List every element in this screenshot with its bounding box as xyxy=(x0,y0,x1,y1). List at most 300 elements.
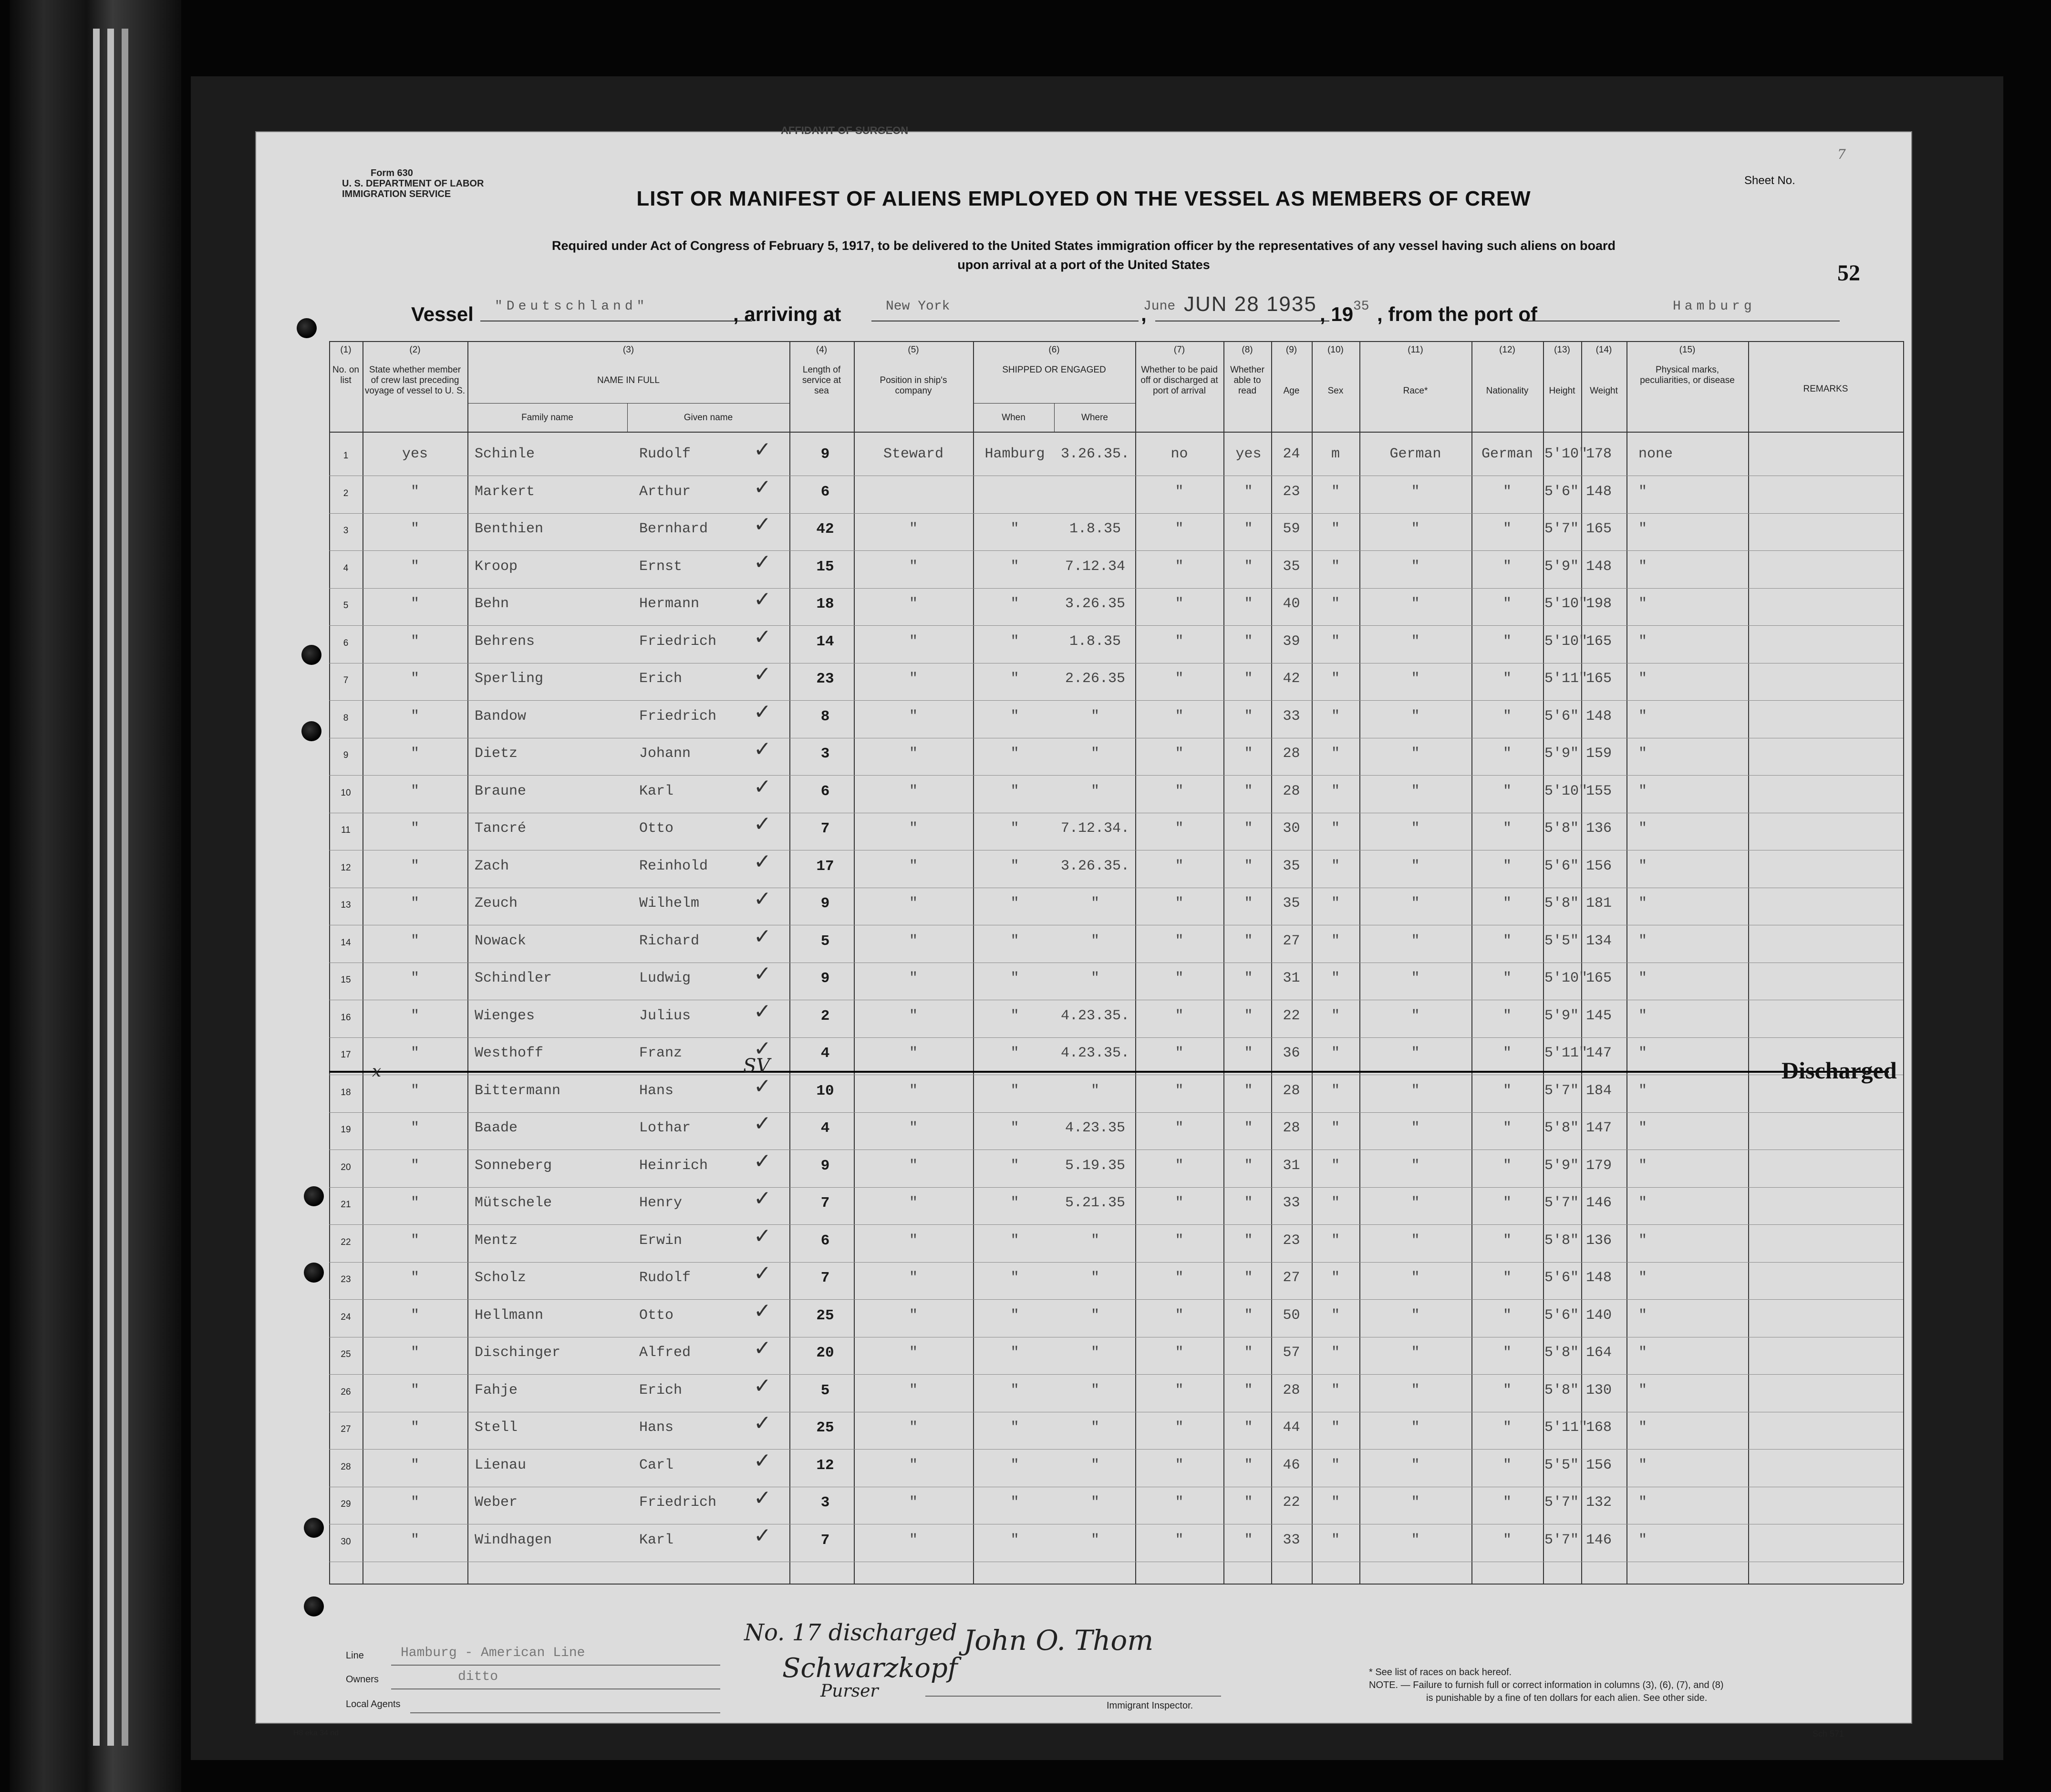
cell-when: 4.23.35. xyxy=(1060,1007,1130,1024)
cell-weight: 147 xyxy=(1586,1045,1612,1061)
cell-read: " xyxy=(1244,1382,1253,1398)
cell-paid: " xyxy=(1175,558,1184,575)
cell-read: " xyxy=(1244,671,1253,687)
cell-nationality: " xyxy=(1502,1007,1512,1024)
row-number: 5 xyxy=(343,601,349,611)
cell-sex: " xyxy=(1331,521,1340,537)
cell-race: " xyxy=(1411,858,1420,874)
cell-nationality: " xyxy=(1502,633,1512,650)
row-number: 15 xyxy=(341,975,351,985)
cell-nationality: " xyxy=(1502,1345,1512,1361)
row-rule xyxy=(329,588,1903,589)
col14-label: Weight xyxy=(1590,386,1618,396)
cell-family: Mentz xyxy=(475,1232,518,1249)
col15-label: Physical marks, peculiarities, or disease xyxy=(1640,365,1735,385)
row-number: 29 xyxy=(341,1499,351,1509)
cell-where: " xyxy=(1010,1082,1019,1099)
cell-nationality: " xyxy=(1502,1195,1512,1211)
cell-when: 1.8.35 xyxy=(1069,521,1121,537)
cell-marks: " xyxy=(1638,970,1647,986)
cell-when: " xyxy=(1090,708,1099,725)
cell-paid: " xyxy=(1175,1345,1184,1361)
cell-position: " xyxy=(909,1007,918,1024)
cell-paid: " xyxy=(1175,970,1184,986)
cell-paid: " xyxy=(1175,671,1184,687)
cell-given: Rudolf xyxy=(639,446,691,462)
arriving-label: , arriving at xyxy=(733,303,841,325)
col3-label: NAME IN FULL xyxy=(597,375,660,385)
cell-marks: " xyxy=(1638,746,1647,762)
page-title-wrap xyxy=(256,187,1911,211)
cell-nationality: " xyxy=(1502,1532,1512,1548)
cell-position: " xyxy=(909,1457,918,1473)
service-name: IMMIGRATION SERVICE xyxy=(342,189,451,199)
cell-height: 5'10" xyxy=(1544,446,1588,462)
col15-header xyxy=(1626,345,1748,386)
cell-position: " xyxy=(909,970,918,986)
cell-given: Johann xyxy=(639,746,691,762)
date-typed: June xyxy=(1143,299,1176,314)
cell-marks: " xyxy=(1638,1419,1647,1436)
cell-service: 12 xyxy=(816,1457,834,1474)
cell-weight: 155 xyxy=(1586,783,1612,799)
cell-prev: " xyxy=(410,1157,419,1174)
cell-paid: " xyxy=(1175,708,1184,725)
year-prefix: , 19 xyxy=(1320,303,1354,325)
col6-number: (6) xyxy=(1048,345,1060,355)
cell-marks: " xyxy=(1638,1345,1647,1361)
cell-weight: 147 xyxy=(1586,1120,1612,1136)
cell-where: " xyxy=(1010,521,1019,537)
cell-when: 7.12.34. xyxy=(1060,820,1130,837)
cell-marks: " xyxy=(1638,895,1647,912)
cell-race: " xyxy=(1411,1457,1420,1473)
cell-race: " xyxy=(1411,1270,1420,1286)
cell-family: Baade xyxy=(475,1120,518,1136)
cell-family: Stell xyxy=(475,1419,518,1436)
family-name-header: Family name xyxy=(521,413,573,423)
row17-initials: SV xyxy=(743,1055,770,1077)
cell-marks: " xyxy=(1638,1232,1647,1249)
row17-x-mark: x xyxy=(372,1062,382,1081)
cell-paid: " xyxy=(1175,1195,1184,1211)
cell-race: " xyxy=(1411,1419,1420,1436)
col12-number: (12) xyxy=(1499,345,1515,355)
cell-weight: 165 xyxy=(1586,970,1612,986)
cell-weight: 164 xyxy=(1586,1345,1612,1361)
check-mark-icon: ✓ xyxy=(754,1074,771,1098)
check-mark-icon: ✓ xyxy=(754,962,771,986)
col13-label: Height xyxy=(1549,386,1575,396)
cell-given: Karl xyxy=(639,783,674,799)
cell-when: 3.26.35 xyxy=(1065,596,1126,612)
cell-service: 8 xyxy=(820,708,830,725)
check-mark-icon: ✓ xyxy=(754,1486,771,1510)
cell-given: Alfred xyxy=(639,1345,691,1361)
cell-read: " xyxy=(1244,1082,1253,1099)
col10-label: Sex xyxy=(1327,386,1344,396)
cell-family: Mütschele xyxy=(475,1195,552,1211)
cell-age: 23 xyxy=(1283,1232,1300,1249)
cell-given: Ernst xyxy=(639,558,683,575)
cell-read: " xyxy=(1244,1345,1253,1361)
cell-age: 46 xyxy=(1283,1457,1300,1473)
cell-given: Lothar xyxy=(639,1120,691,1136)
cell-given: Friedrich xyxy=(639,633,717,650)
col11-number: (11) xyxy=(1408,345,1423,355)
cell-read: " xyxy=(1244,633,1253,650)
cell-read: " xyxy=(1244,1494,1253,1511)
cell-race: " xyxy=(1411,746,1420,762)
cell-service: 7 xyxy=(820,820,830,837)
check-mark-icon: ✓ xyxy=(754,774,771,799)
col12-header xyxy=(1471,345,1543,396)
row-rule xyxy=(329,1299,1903,1300)
cell-height: 5'8" xyxy=(1544,895,1579,912)
cell-marks: " xyxy=(1638,1157,1647,1174)
cell-age: 59 xyxy=(1283,521,1300,537)
cell-service: 6 xyxy=(820,783,830,800)
from-label: , from the port of xyxy=(1377,303,1537,325)
cell-read: " xyxy=(1244,820,1253,837)
cell-height: 5'10" xyxy=(1544,970,1588,986)
cell-sex: m xyxy=(1331,446,1340,462)
cell-race: " xyxy=(1411,1382,1420,1398)
cell-height: 5'8" xyxy=(1544,1120,1579,1136)
cell-sex: " xyxy=(1331,783,1340,799)
cell-position: " xyxy=(909,1419,918,1436)
cell-paid: " xyxy=(1175,895,1184,912)
cell-marks: " xyxy=(1638,1494,1647,1511)
cell-nationality: " xyxy=(1502,1082,1512,1099)
cell-nationality: " xyxy=(1502,746,1512,762)
cell-sex: " xyxy=(1331,671,1340,687)
cell-age: 50 xyxy=(1283,1307,1300,1324)
cell-age: 30 xyxy=(1283,820,1300,837)
cell-nationality: " xyxy=(1502,1045,1512,1061)
cell-age: 27 xyxy=(1283,1270,1300,1286)
cell-prev: " xyxy=(410,1007,419,1024)
cell-weight: 184 xyxy=(1586,1082,1612,1099)
cell-height: 5'5" xyxy=(1544,1457,1579,1473)
cell-sex: " xyxy=(1331,746,1340,762)
line-underline xyxy=(391,1665,720,1666)
cell-height: 5'5" xyxy=(1544,932,1579,949)
cell-height: 5'6" xyxy=(1544,1307,1579,1324)
col5-header xyxy=(854,345,973,396)
cell-weight: 148 xyxy=(1586,1270,1612,1286)
cell-marks: " xyxy=(1638,1270,1647,1286)
cell-marks: " xyxy=(1638,558,1647,575)
cell-age: 22 xyxy=(1283,1007,1300,1024)
cell-weight: 132 xyxy=(1586,1494,1612,1511)
cell-given: Julius xyxy=(639,1007,691,1024)
cell-when: " xyxy=(1090,1457,1099,1473)
department-name: U. S. DEPARTMENT OF LABOR xyxy=(342,178,484,189)
cell-marks: " xyxy=(1638,1307,1647,1324)
row-number: 23 xyxy=(341,1274,351,1284)
signature-inspector: John O. Thom xyxy=(963,1624,1154,1657)
cell-prev: " xyxy=(410,1307,419,1324)
cell-when: " xyxy=(1090,1232,1099,1249)
cell-race: " xyxy=(1411,1195,1420,1211)
cell-marks: " xyxy=(1638,671,1647,687)
cell-prev: " xyxy=(410,970,419,986)
top-edge-text: AFFIDAVIT OF SURGEON xyxy=(781,124,909,136)
cell-sex: " xyxy=(1331,970,1340,986)
cell-when: 2.26.35 xyxy=(1065,671,1126,687)
cell-sex: " xyxy=(1331,596,1340,612)
cell-position: " xyxy=(909,1232,918,1249)
cell-service: 9 xyxy=(820,1157,830,1174)
cell-weight: 156 xyxy=(1586,858,1612,874)
cell-given: Friedrich xyxy=(639,708,717,725)
cell-prev: " xyxy=(410,1457,419,1473)
line-label: Line xyxy=(346,1650,364,1661)
cell-race: " xyxy=(1411,1120,1420,1136)
cell-given: Heinrich xyxy=(639,1157,708,1174)
cell-paid: " xyxy=(1175,1532,1184,1548)
cell-paid: " xyxy=(1175,483,1184,500)
cell-read: " xyxy=(1244,558,1253,575)
cell-given: Rudolf xyxy=(639,1270,691,1286)
table-top-rule xyxy=(329,341,1903,342)
cell-race: " xyxy=(1411,633,1420,650)
cell-position: " xyxy=(909,1082,918,1099)
cell-position: " xyxy=(909,820,918,837)
cell-height: 5'10" xyxy=(1544,783,1588,799)
cell-sex: " xyxy=(1331,895,1340,912)
cell-given: Henry xyxy=(639,1195,683,1211)
cell-family: Sonneberg xyxy=(475,1157,552,1174)
page-number: 52 xyxy=(1837,260,1860,286)
table-bottom-rule xyxy=(329,1584,1903,1585)
cell-service: 18 xyxy=(816,596,834,612)
cell-race: " xyxy=(1411,932,1420,949)
cell-nationality: " xyxy=(1502,1307,1512,1324)
cell-service: 14 xyxy=(816,633,834,650)
year-suffix: 35 xyxy=(1353,299,1369,314)
cell-race: " xyxy=(1411,483,1420,500)
cell-paid: " xyxy=(1175,521,1184,537)
schedule-code: Sch 571 xyxy=(1813,1729,1844,1739)
inspector-label: Immigrant Inspector. xyxy=(1107,1700,1193,1711)
cell-given: Karl xyxy=(639,1532,674,1548)
row-number: 16 xyxy=(341,1012,351,1023)
cell-race: " xyxy=(1411,558,1420,575)
cell-weight: 181 xyxy=(1586,895,1612,912)
inspector-underline xyxy=(925,1696,1221,1697)
sheet-label: Sheet No. xyxy=(1744,174,1795,187)
row-number: 10 xyxy=(341,787,351,798)
cell-race: " xyxy=(1411,1532,1420,1548)
cell-age: 22 xyxy=(1283,1494,1300,1511)
cell-sex: " xyxy=(1331,633,1340,650)
cell-paid: " xyxy=(1175,746,1184,762)
cell-given: Erich xyxy=(639,1382,683,1398)
cell-race: " xyxy=(1411,1494,1420,1511)
check-mark-icon: ✓ xyxy=(754,887,771,911)
cell-position: " xyxy=(909,1270,918,1286)
cell-family: Markert xyxy=(475,483,535,500)
cell-height: 5'6" xyxy=(1544,483,1579,500)
cell-service: 9 xyxy=(820,446,830,463)
cell-where: " xyxy=(1010,558,1019,575)
cell-read: " xyxy=(1244,1457,1253,1473)
cell-where: " xyxy=(1010,708,1019,725)
cell-service: 25 xyxy=(816,1419,834,1436)
cell-family: Fahje xyxy=(475,1382,518,1398)
cell-sex: " xyxy=(1331,1270,1340,1286)
cell-race: " xyxy=(1411,1232,1420,1249)
cell-prev: " xyxy=(410,1419,419,1436)
col14-header xyxy=(1581,345,1626,396)
cell-service: 4 xyxy=(820,1120,830,1137)
cell-marks: " xyxy=(1638,596,1647,612)
cell-where: " xyxy=(1010,783,1019,799)
cell-when: 1.8.35 xyxy=(1069,633,1121,650)
punch-hole xyxy=(304,1263,324,1283)
cell-weight: 178 xyxy=(1586,446,1612,462)
cell-age: 28 xyxy=(1283,746,1300,762)
row-number: 11 xyxy=(341,825,351,835)
cell-service: 6 xyxy=(820,1232,830,1249)
binder-sheet xyxy=(93,29,100,1746)
binder-sheet xyxy=(122,29,128,1746)
cell-service: 2 xyxy=(820,1007,830,1025)
cell-race: " xyxy=(1411,1157,1420,1174)
cell-family: Westhoff xyxy=(475,1045,544,1061)
row-number: 19 xyxy=(341,1125,351,1135)
cell-height: 5'7" xyxy=(1544,521,1579,537)
cell-age: 57 xyxy=(1283,1345,1300,1361)
row-rule xyxy=(329,1224,1903,1225)
cell-position: " xyxy=(909,1345,918,1361)
cell-race: " xyxy=(1411,1345,1420,1361)
cell-given: Friedrich xyxy=(639,1494,717,1511)
cell-sex: " xyxy=(1331,1120,1340,1136)
cell-age: 40 xyxy=(1283,596,1300,612)
check-mark-icon: ✓ xyxy=(754,1523,771,1548)
cell-given: Erwin xyxy=(639,1232,683,1249)
check-mark-icon: ✓ xyxy=(754,1111,771,1136)
cell-prev: " xyxy=(410,783,419,799)
cell-height: 5'8" xyxy=(1544,1382,1579,1398)
check-mark-icon: ✓ xyxy=(754,662,771,686)
cell-height: 5'6" xyxy=(1544,708,1579,725)
cell-read: " xyxy=(1244,1532,1253,1548)
discharged-label: Discharged xyxy=(1782,1057,1897,1084)
cell-weight: 198 xyxy=(1586,596,1612,612)
cell-nationality: " xyxy=(1502,558,1512,575)
cell-read: " xyxy=(1244,1157,1253,1174)
col8-label: Whether able to read xyxy=(1230,365,1264,396)
comma: , xyxy=(1141,303,1147,325)
cell-read: " xyxy=(1244,1195,1253,1211)
cell-sex: " xyxy=(1331,820,1340,837)
cell-height: 5'11" xyxy=(1544,1045,1588,1061)
cell-where: " xyxy=(1010,1270,1019,1286)
cell-paid: no xyxy=(1171,446,1188,462)
cell-marks: " xyxy=(1638,1007,1647,1024)
col5-label: Position in ship's company xyxy=(880,375,947,396)
cell-paid: " xyxy=(1175,1082,1184,1099)
when-header: When xyxy=(1002,413,1026,423)
where-header: Where xyxy=(1081,413,1108,423)
cell-weight: 156 xyxy=(1586,1457,1612,1473)
cell-nationality: " xyxy=(1502,1382,1512,1398)
cell-paid: " xyxy=(1175,1494,1184,1511)
cell-nationality: " xyxy=(1502,1419,1512,1436)
cell-race: " xyxy=(1411,671,1420,687)
cell-prev: " xyxy=(410,596,419,612)
check-mark-icon: ✓ xyxy=(754,512,771,537)
cell-given: Hermann xyxy=(639,596,700,612)
cell-race: " xyxy=(1411,820,1420,837)
cell-weight: 145 xyxy=(1586,1007,1612,1024)
date-stamp: JUN 28 1935 xyxy=(1184,292,1317,316)
cell-read: " xyxy=(1244,596,1253,612)
col7-number: (7) xyxy=(1173,345,1185,355)
cell-weight: 146 xyxy=(1586,1195,1612,1211)
cell-where: " xyxy=(1010,858,1019,874)
cell-marks: " xyxy=(1638,932,1647,949)
cell-age: 36 xyxy=(1283,1045,1300,1061)
signature-master: Schwarzkopf xyxy=(782,1653,958,1684)
cell-where: " xyxy=(1010,1232,1019,1249)
cell-prev: " xyxy=(410,708,419,725)
cell-where: " xyxy=(1010,1045,1019,1061)
cell-position: " xyxy=(909,783,918,799)
cell-height: 5'10" xyxy=(1544,633,1588,650)
cell-position: " xyxy=(909,895,918,912)
cell-family: Schindler xyxy=(475,970,552,986)
cell-nationality: " xyxy=(1502,1270,1512,1286)
cell-height: 5'8" xyxy=(1544,1345,1579,1361)
arriving-value: New York xyxy=(886,299,950,314)
punch-hole xyxy=(304,1596,324,1616)
cell-height: 5'6" xyxy=(1544,858,1579,874)
punch-hole xyxy=(301,721,321,741)
cell-position: Steward xyxy=(883,446,944,462)
check-mark-icon: ✓ xyxy=(754,475,771,499)
punch-hole xyxy=(304,1518,324,1538)
cell-read: " xyxy=(1244,783,1253,799)
cell-height: 5'6" xyxy=(1544,1270,1579,1286)
races-note: * See list of races on back hereof. xyxy=(1369,1667,1512,1678)
cell-when: " xyxy=(1090,746,1099,762)
row-number: 4 xyxy=(343,563,349,573)
cell-sex: " xyxy=(1331,1382,1340,1398)
cell-paid: " xyxy=(1175,1382,1184,1398)
cell-prev: " xyxy=(410,671,419,687)
cell-service: 7 xyxy=(820,1532,830,1549)
cell-nationality: " xyxy=(1502,895,1512,912)
cell-weight: 165 xyxy=(1586,633,1612,650)
col4-number: (4) xyxy=(816,345,828,355)
cell-age: 35 xyxy=(1283,558,1300,575)
cell-age: 35 xyxy=(1283,895,1300,912)
subtitle-line-2: upon arrival at a port of the United States xyxy=(957,258,1210,272)
check-mark-icon: ✓ xyxy=(754,699,771,724)
cell-weight: 179 xyxy=(1586,1157,1612,1174)
cell-read: " xyxy=(1244,1307,1253,1324)
cell-read: " xyxy=(1244,1232,1253,1249)
cell-prev: " xyxy=(410,633,419,650)
cell-where: " xyxy=(1010,1382,1019,1398)
cell-sex: " xyxy=(1331,1307,1340,1324)
agents-label: Local Agents xyxy=(346,1699,401,1709)
